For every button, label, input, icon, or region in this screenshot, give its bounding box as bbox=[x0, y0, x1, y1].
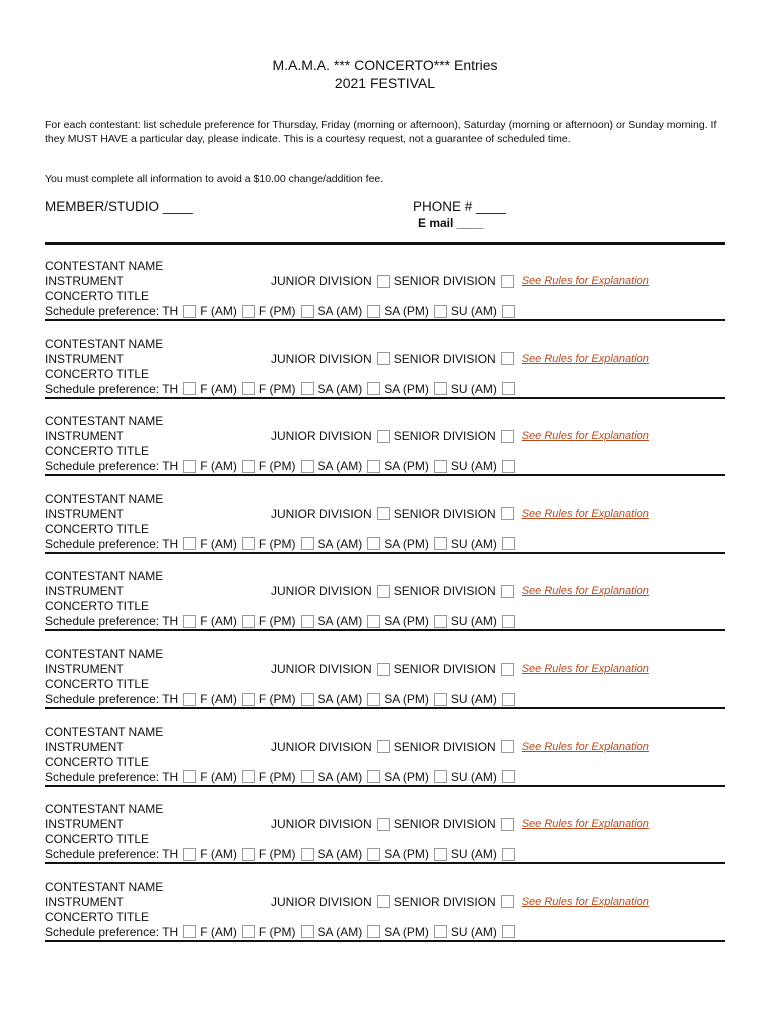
f-am-label: F (AM) bbox=[200, 381, 237, 396]
f-pm-label: F (PM) bbox=[258, 847, 296, 862]
sa-am-label: SA (AM) bbox=[317, 847, 363, 862]
instrument-field[interactable]: INSTRUMENT bbox=[45, 351, 124, 366]
sa-am-checkbox[interactable] bbox=[367, 305, 380, 318]
junior-division-label: JUNIOR DIVISION bbox=[271, 274, 372, 288]
f-pm-label: F (PM) bbox=[258, 692, 296, 706]
schedule-preference-row bbox=[45, 847, 519, 861]
contestant-name-field[interactable]: CONTESTANT NAME bbox=[45, 724, 164, 739]
entry-divider bbox=[45, 629, 725, 631]
f-am-checkbox[interactable] bbox=[242, 848, 255, 861]
senior-division-label: SENIOR DIVISION bbox=[393, 739, 496, 754]
concerto-title-field[interactable]: CONCERTO TITLE bbox=[45, 366, 150, 381]
f-am-label: F (AM) bbox=[200, 536, 237, 551]
concerto-title-field[interactable]: CONCERTO TITLE bbox=[45, 909, 150, 924]
instrument-field[interactable]: INSTRUMENT bbox=[45, 739, 124, 754]
sa-pm-label: SA (PM) bbox=[384, 459, 429, 474]
sa-pm-label: SA (PM) bbox=[384, 924, 429, 939]
senior-division-checkbox[interactable] bbox=[501, 663, 514, 676]
senior-division-checkbox[interactable] bbox=[501, 352, 514, 365]
su-am-checkbox[interactable] bbox=[502, 848, 515, 861]
junior-division-checkbox[interactable] bbox=[377, 352, 390, 365]
division-selector bbox=[271, 352, 649, 366]
f-pm-checkbox[interactable] bbox=[301, 925, 314, 938]
junior-division-label: JUNIOR DIVISION bbox=[271, 739, 372, 754]
senior-division-label: SENIOR DIVISION bbox=[393, 506, 496, 521]
f-am-checkbox[interactable] bbox=[242, 305, 255, 318]
senior-division-checkbox[interactable] bbox=[501, 585, 514, 598]
th-checkbox[interactable] bbox=[183, 925, 196, 938]
contestant-name-field[interactable]: CONTESTANT NAME bbox=[45, 491, 164, 506]
schedule-th-label: Schedule preference: TH bbox=[45, 769, 179, 784]
instrument-field[interactable]: INSTRUMENT bbox=[45, 506, 124, 521]
sa-am-label: SA (AM) bbox=[317, 459, 363, 474]
f-pm-label: F (PM) bbox=[258, 304, 296, 318]
division-selector bbox=[271, 740, 649, 754]
sa-am-label: SA (AM) bbox=[317, 614, 363, 629]
schedule-th-label: Schedule preference: TH bbox=[45, 614, 179, 629]
junior-division-checkbox[interactable] bbox=[377, 818, 390, 831]
f-pm-label: F (PM) bbox=[258, 924, 296, 939]
f-am-label: F (AM) bbox=[200, 614, 237, 629]
f-pm-label: F (PM) bbox=[258, 769, 296, 784]
form-title: M.A.M.A. *** CONCERTO*** Entries bbox=[272, 57, 498, 73]
schedule-preference-row bbox=[45, 692, 519, 706]
junior-division-checkbox[interactable] bbox=[377, 507, 390, 520]
entry-divider bbox=[45, 862, 725, 864]
schedule-preference-row bbox=[45, 770, 519, 784]
su-am-checkbox[interactable] bbox=[502, 382, 515, 395]
sa-pm-checkbox[interactable] bbox=[434, 305, 447, 318]
division-selector bbox=[271, 429, 649, 443]
instructions-paragraph: For each contestant: list schedule preference for Thursday, Friday (morning or afternoon), Saturday (morning or afternoon) or Sunday morning. If they MUST HAVE a particular day, please indicate. This is a courtesy request, not a guarantee of scheduled time. bbox=[45, 119, 717, 145]
instrument-field[interactable]: INSTRUMENT bbox=[45, 662, 124, 676]
sa-pm-checkbox[interactable] bbox=[434, 615, 447, 628]
contestant-entry bbox=[0, 492, 770, 570]
junior-division-label: JUNIOR DIVISION bbox=[271, 662, 372, 676]
junior-division-label: JUNIOR DIVISION bbox=[271, 506, 372, 521]
sa-pm-checkbox[interactable] bbox=[434, 925, 447, 938]
contestant-entry bbox=[0, 259, 770, 337]
fee-notice: You must complete all information to avoid a $10.00 change/addition fee. bbox=[45, 173, 384, 185]
entry-divider bbox=[45, 474, 725, 476]
schedule-preference-row bbox=[45, 537, 519, 551]
schedule-preference-row bbox=[45, 614, 519, 628]
schedule-preference-row bbox=[45, 459, 519, 473]
th-checkbox[interactable] bbox=[183, 305, 196, 318]
concerto-title-field[interactable]: CONCERTO TITLE bbox=[45, 599, 150, 614]
concerto-title-field[interactable]: CONCERTO TITLE bbox=[45, 521, 150, 536]
th-checkbox[interactable] bbox=[183, 537, 196, 550]
rules-explanation-link[interactable]: See Rules for Explanation bbox=[521, 352, 649, 365]
sa-am-checkbox[interactable] bbox=[367, 537, 380, 550]
instrument-field[interactable]: INSTRUMENT bbox=[45, 894, 124, 909]
f-am-label: F (AM) bbox=[200, 847, 237, 862]
rules-explanation-link[interactable]: See Rules for Explanation bbox=[521, 507, 649, 520]
f-pm-checkbox[interactable] bbox=[301, 848, 314, 861]
concerto-title-field[interactable]: CONCERTO TITLE bbox=[45, 289, 150, 303]
header-divider bbox=[45, 242, 725, 245]
f-pm-label: F (PM) bbox=[258, 381, 296, 396]
su-am-checkbox[interactable] bbox=[502, 770, 515, 783]
contestant-name-field[interactable]: CONTESTANT NAME bbox=[45, 259, 164, 273]
schedule-th-label: Schedule preference: TH bbox=[45, 692, 179, 706]
contestant-name-field[interactable]: CONTESTANT NAME bbox=[45, 414, 164, 429]
f-pm-label: F (PM) bbox=[258, 614, 296, 629]
sa-am-label: SA (AM) bbox=[317, 924, 363, 939]
sa-pm-label: SA (PM) bbox=[384, 769, 429, 784]
contestant-name-field[interactable]: CONTESTANT NAME bbox=[45, 802, 164, 817]
rules-explanation-link[interactable]: See Rules for Explanation bbox=[521, 740, 649, 753]
rules-explanation-link[interactable]: See Rules for Explanation bbox=[521, 895, 649, 908]
th-checkbox[interactable] bbox=[183, 460, 196, 473]
su-am-label: SU (AM) bbox=[450, 924, 497, 939]
schedule-th-label: Schedule preference: TH bbox=[45, 459, 179, 474]
concerto-title-field[interactable]: CONCERTO TITLE bbox=[45, 754, 150, 769]
junior-division-label: JUNIOR DIVISION bbox=[271, 584, 372, 599]
senior-division-checkbox[interactable] bbox=[501, 818, 514, 831]
junior-division-checkbox[interactable] bbox=[377, 430, 390, 443]
sa-am-checkbox[interactable] bbox=[367, 382, 380, 395]
su-am-label: SU (AM) bbox=[450, 614, 497, 629]
su-am-checkbox[interactable] bbox=[502, 305, 515, 318]
junior-division-checkbox[interactable] bbox=[377, 895, 390, 908]
instrument-field[interactable]: INSTRUMENT bbox=[45, 584, 124, 599]
su-am-label: SU (AM) bbox=[450, 692, 497, 706]
contestant-name-field[interactable]: CONTESTANT NAME bbox=[45, 647, 164, 661]
f-pm-checkbox[interactable] bbox=[301, 615, 314, 628]
f-am-label: F (AM) bbox=[200, 304, 237, 318]
sa-pm-label: SA (PM) bbox=[384, 304, 429, 318]
rules-explanation-link[interactable]: See Rules for Explanation bbox=[521, 430, 649, 443]
division-selector bbox=[271, 895, 649, 909]
schedule-th-label: Schedule preference: TH bbox=[45, 924, 179, 939]
f-am-checkbox[interactable] bbox=[242, 460, 255, 473]
senior-division-label: SENIOR DIVISION bbox=[393, 429, 496, 444]
phone-field[interactable]: PHONE # ____ bbox=[413, 199, 507, 214]
sa-pm-label: SA (PM) bbox=[384, 381, 429, 396]
sa-am-checkbox[interactable] bbox=[367, 848, 380, 861]
contestant-entry bbox=[0, 880, 770, 958]
senior-division-label: SENIOR DIVISION bbox=[393, 662, 496, 676]
concerto-title-field[interactable]: CONCERTO TITLE bbox=[45, 832, 150, 847]
schedule-th-label: Schedule preference: TH bbox=[45, 381, 179, 396]
division-selector bbox=[271, 662, 649, 676]
su-am-label: SU (AM) bbox=[450, 304, 497, 318]
concerto-title-field[interactable]: CONCERTO TITLE bbox=[45, 444, 150, 459]
junior-division-label: JUNIOR DIVISION bbox=[271, 894, 372, 909]
senior-division-checkbox[interactable] bbox=[501, 430, 514, 443]
th-checkbox[interactable] bbox=[183, 693, 196, 706]
contestant-entry bbox=[0, 569, 770, 647]
th-checkbox[interactable] bbox=[183, 615, 196, 628]
su-am-checkbox[interactable] bbox=[502, 925, 515, 938]
sa-am-checkbox[interactable] bbox=[367, 615, 380, 628]
schedule-preference-row bbox=[45, 382, 519, 396]
senior-division-checkbox[interactable] bbox=[501, 275, 514, 288]
concerto-title-field[interactable]: CONCERTO TITLE bbox=[45, 677, 150, 691]
member-studio-field[interactable]: MEMBER/STUDIO ____ bbox=[45, 199, 193, 214]
contestant-name-field[interactable]: CONTESTANT NAME bbox=[45, 879, 164, 894]
f-pm-label: F (PM) bbox=[258, 459, 296, 474]
sa-pm-checkbox[interactable] bbox=[434, 770, 447, 783]
sa-pm-checkbox[interactable] bbox=[434, 382, 447, 395]
sa-am-label: SA (AM) bbox=[317, 304, 363, 318]
schedule-preference-row bbox=[45, 304, 519, 318]
sa-pm-checkbox[interactable] bbox=[434, 537, 447, 550]
sa-am-label: SA (AM) bbox=[317, 692, 363, 706]
rules-explanation-link[interactable]: See Rules for Explanation bbox=[521, 275, 649, 287]
su-am-label: SU (AM) bbox=[450, 381, 497, 396]
senior-division-checkbox[interactable] bbox=[501, 895, 514, 908]
su-am-label: SU (AM) bbox=[450, 769, 497, 784]
f-pm-checkbox[interactable] bbox=[301, 382, 314, 395]
senior-division-label: SENIOR DIVISION bbox=[393, 894, 496, 909]
contestant-entry bbox=[0, 647, 770, 725]
schedule-th-label: Schedule preference: TH bbox=[45, 847, 179, 862]
f-am-checkbox[interactable] bbox=[242, 537, 255, 550]
entry-divider bbox=[45, 397, 725, 399]
schedule-preference-row bbox=[45, 925, 519, 939]
sa-am-label: SA (AM) bbox=[317, 381, 363, 396]
senior-division-label: SENIOR DIVISION bbox=[393, 274, 496, 288]
sa-am-checkbox[interactable] bbox=[367, 770, 380, 783]
rules-explanation-link[interactable]: See Rules for Explanation bbox=[521, 663, 649, 675]
division-selector bbox=[271, 817, 649, 831]
senior-division-checkbox[interactable] bbox=[501, 507, 514, 520]
junior-division-checkbox[interactable] bbox=[377, 275, 390, 288]
entry-divider bbox=[45, 552, 725, 554]
senior-division-label: SENIOR DIVISION bbox=[393, 351, 496, 366]
entry-divider bbox=[45, 707, 725, 709]
junior-division-checkbox[interactable] bbox=[377, 663, 390, 676]
junior-division-checkbox[interactable] bbox=[377, 740, 390, 753]
email-field[interactable]: E mail ____ bbox=[418, 216, 484, 230]
f-am-checkbox[interactable] bbox=[242, 770, 255, 783]
instrument-field[interactable]: INSTRUMENT bbox=[45, 429, 124, 444]
f-pm-checkbox[interactable] bbox=[301, 537, 314, 550]
sa-pm-label: SA (PM) bbox=[384, 692, 429, 706]
th-checkbox[interactable] bbox=[183, 382, 196, 395]
form-subtitle: 2021 FESTIVAL bbox=[334, 75, 436, 91]
instrument-field[interactable]: INSTRUMENT bbox=[45, 274, 124, 288]
entry-divider bbox=[45, 785, 725, 787]
f-am-checkbox[interactable] bbox=[242, 925, 255, 938]
contestant-name-field[interactable]: CONTESTANT NAME bbox=[45, 336, 164, 351]
f-am-checkbox[interactable] bbox=[242, 693, 255, 706]
division-selector bbox=[271, 507, 649, 521]
f-am-label: F (AM) bbox=[200, 459, 237, 474]
th-checkbox[interactable] bbox=[183, 848, 196, 861]
schedule-th-label: Schedule preference: TH bbox=[45, 536, 179, 551]
entry-divider bbox=[45, 319, 725, 321]
su-am-checkbox[interactable] bbox=[502, 537, 515, 550]
senior-division-checkbox[interactable] bbox=[501, 740, 514, 753]
entry-divider bbox=[45, 940, 725, 942]
contestant-entry bbox=[0, 725, 770, 803]
contestant-entry bbox=[0, 337, 770, 415]
rules-explanation-link[interactable]: See Rules for Explanation bbox=[521, 818, 649, 831]
schedule-th-label: Schedule preference: TH bbox=[45, 304, 179, 318]
f-pm-checkbox[interactable] bbox=[301, 305, 314, 318]
instrument-field[interactable]: INSTRUMENT bbox=[45, 817, 124, 832]
junior-division-checkbox[interactable] bbox=[377, 585, 390, 598]
f-pm-checkbox[interactable] bbox=[301, 770, 314, 783]
junior-division-label: JUNIOR DIVISION bbox=[271, 429, 372, 444]
f-am-checkbox[interactable] bbox=[242, 615, 255, 628]
sa-pm-label: SA (PM) bbox=[384, 614, 429, 629]
sa-pm-checkbox[interactable] bbox=[434, 693, 447, 706]
sa-am-checkbox[interactable] bbox=[367, 693, 380, 706]
contestant-name-field[interactable]: CONTESTANT NAME bbox=[45, 569, 164, 584]
th-checkbox[interactable] bbox=[183, 770, 196, 783]
su-am-label: SU (AM) bbox=[450, 536, 497, 551]
sa-pm-checkbox[interactable] bbox=[434, 848, 447, 861]
su-am-label: SU (AM) bbox=[450, 847, 497, 862]
su-am-checkbox[interactable] bbox=[502, 693, 515, 706]
rules-explanation-link[interactable]: See Rules for Explanation bbox=[521, 585, 649, 598]
su-am-checkbox[interactable] bbox=[502, 460, 515, 473]
su-am-label: SU (AM) bbox=[450, 459, 497, 474]
sa-pm-label: SA (PM) bbox=[384, 536, 429, 551]
sa-am-checkbox[interactable] bbox=[367, 460, 380, 473]
su-am-checkbox[interactable] bbox=[502, 615, 515, 628]
sa-pm-label: SA (PM) bbox=[384, 847, 429, 862]
f-pm-checkbox[interactable] bbox=[301, 693, 314, 706]
sa-am-label: SA (AM) bbox=[317, 769, 363, 784]
senior-division-label: SENIOR DIVISION bbox=[393, 817, 496, 832]
sa-pm-checkbox[interactable] bbox=[434, 460, 447, 473]
f-am-label: F (AM) bbox=[200, 769, 237, 784]
contestant-entry bbox=[0, 414, 770, 492]
f-am-label: F (AM) bbox=[200, 692, 237, 706]
sa-am-label: SA (AM) bbox=[317, 536, 363, 551]
junior-division-label: JUNIOR DIVISION bbox=[271, 817, 372, 832]
junior-division-label: JUNIOR DIVISION bbox=[271, 351, 372, 366]
senior-division-label: SENIOR DIVISION bbox=[393, 584, 496, 599]
division-selector bbox=[271, 274, 649, 288]
f-pm-label: F (PM) bbox=[258, 536, 296, 551]
f-pm-checkbox[interactable] bbox=[301, 460, 314, 473]
f-am-label: F (AM) bbox=[200, 924, 237, 939]
division-selector bbox=[271, 584, 649, 598]
f-am-checkbox[interactable] bbox=[242, 382, 255, 395]
contestant-entry bbox=[0, 802, 770, 880]
sa-am-checkbox[interactable] bbox=[367, 925, 380, 938]
